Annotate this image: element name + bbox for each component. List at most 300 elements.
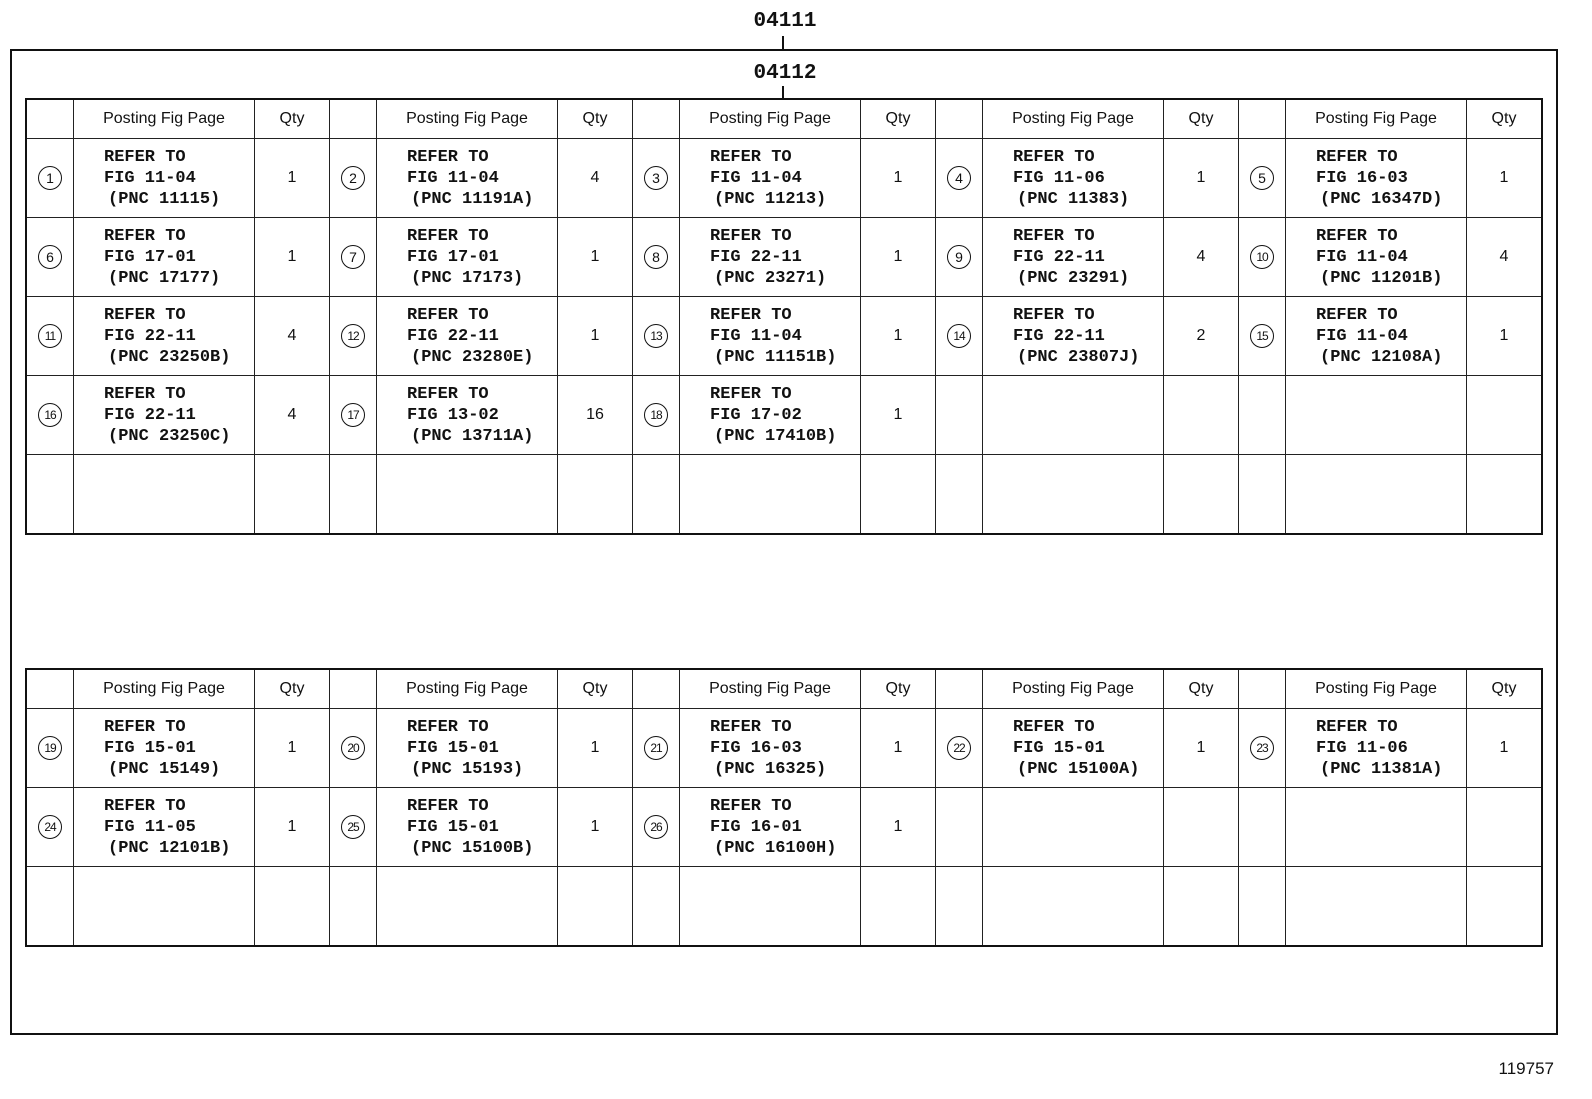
pnc-code: (PNC 23807J) (1017, 347, 1140, 367)
callout-number: 14 (947, 324, 971, 348)
qty-cell (1164, 867, 1239, 947)
reference-cell (1286, 455, 1467, 535)
refer-to-label: REFER TO (104, 384, 186, 404)
assembly-code-sub: 04112 (753, 62, 817, 85)
pnc-code: (PNC 16347D) (1320, 189, 1443, 209)
fig-page: FIG 11-06 (1316, 738, 1408, 758)
callout-number: 17 (341, 403, 365, 427)
callout-cell (1239, 376, 1286, 455)
reference-text (983, 226, 1163, 289)
reference-text (74, 384, 254, 447)
fig-page: FIG 11-05 (104, 817, 196, 837)
reference-text (983, 717, 1163, 780)
callout-cell (633, 139, 680, 218)
qty-value: 1 (893, 818, 903, 835)
qty-value: 4 (590, 169, 600, 186)
callout-number: 16 (38, 403, 62, 427)
callout-number: 20 (341, 736, 365, 760)
qty-cell (1164, 376, 1239, 455)
qty-cell (255, 788, 330, 867)
qty-cell (1164, 139, 1239, 218)
table-row (26, 376, 1542, 455)
qty-value: 4 (287, 406, 297, 423)
callout-cell (1239, 709, 1286, 788)
table-row (26, 218, 1542, 297)
qty-value: 1 (590, 818, 600, 835)
fig-page: FIG 22-11 (1013, 247, 1105, 267)
header-num-cell (330, 669, 377, 709)
qty-value: 1 (590, 327, 600, 344)
reference-cell (1286, 376, 1467, 455)
callout-cell (1239, 139, 1286, 218)
fig-page: FIG 16-01 (710, 817, 802, 837)
qty-value: 1 (590, 739, 600, 756)
header-num-cell (936, 669, 983, 709)
qty-cell (1467, 139, 1543, 218)
header-num-cell (1239, 99, 1286, 139)
header-qty-cell: Qty (1467, 669, 1543, 709)
reference-cell (377, 709, 558, 788)
refer-to-label: REFER TO (1013, 226, 1095, 246)
fig-page: FIG 15-01 (1013, 738, 1105, 758)
refer-to-label: REFER TO (1013, 147, 1095, 167)
callout-cell (1239, 867, 1286, 947)
callout-cell (633, 867, 680, 947)
header-num-cell (633, 669, 680, 709)
callout-number: 5 (1250, 166, 1274, 190)
callout-number: 19 (38, 736, 62, 760)
reference-cell (983, 218, 1164, 297)
qty-value: 1 (590, 248, 600, 265)
callout-cell (330, 376, 377, 455)
refer-to-label: REFER TO (1316, 305, 1398, 325)
refer-to-label: REFER TO (1316, 717, 1398, 737)
fig-page: FIG 17-01 (407, 247, 499, 267)
callout-number: 13 (644, 324, 668, 348)
fig-page: FIG 22-11 (104, 326, 196, 346)
qty-cell (861, 788, 936, 867)
header-ref-cell: Posting Fig Page (680, 669, 861, 709)
fig-page: FIG 16-03 (710, 738, 802, 758)
qty-value: 1 (893, 739, 903, 756)
reference-text (680, 226, 860, 289)
reference-text (983, 147, 1163, 210)
reference-text (1286, 147, 1466, 210)
reference-text (377, 305, 557, 368)
pnc-code: (PNC 17410B) (714, 426, 837, 446)
qty-cell (1467, 376, 1543, 455)
qty-cell (255, 218, 330, 297)
table-row (26, 297, 1542, 376)
refer-to-label: REFER TO (104, 305, 186, 325)
reference-cell (983, 867, 1164, 947)
qty-cell (255, 867, 330, 947)
callout-cell (633, 297, 680, 376)
pnc-code: (PNC 15100A) (1017, 759, 1140, 779)
callout-cell (26, 788, 74, 867)
callout-number: 6 (38, 245, 62, 269)
callout-cell (1239, 297, 1286, 376)
reference-text (74, 796, 254, 859)
callout-cell (633, 455, 680, 535)
pnc-code: (PNC 11151B) (714, 347, 837, 367)
header-qty-cell: Qty (255, 669, 330, 709)
reference-text (680, 147, 860, 210)
callout-cell (26, 139, 74, 218)
callout-number: 7 (341, 245, 365, 269)
fig-page: FIG 11-04 (1316, 247, 1408, 267)
header-qty-cell: Qty (558, 669, 633, 709)
reference-text (377, 796, 557, 859)
table-row (26, 455, 1542, 535)
callout-cell (936, 139, 983, 218)
reference-cell (377, 218, 558, 297)
table-row (26, 709, 1542, 788)
reference-text (680, 384, 860, 447)
qty-cell (1164, 297, 1239, 376)
qty-value: 1 (1499, 739, 1509, 756)
qty-value: 1 (287, 169, 297, 186)
reference-text (1286, 226, 1466, 289)
qty-cell (861, 139, 936, 218)
reference-cell (74, 455, 255, 535)
qty-cell (255, 297, 330, 376)
header-num-cell (936, 99, 983, 139)
refer-to-label: REFER TO (710, 717, 792, 737)
pnc-code: (PNC 13711A) (411, 426, 534, 446)
qty-value: 1 (1499, 169, 1509, 186)
header-qty-cell: Qty (558, 99, 633, 139)
refer-to-label: REFER TO (710, 384, 792, 404)
leader-line-top (782, 36, 784, 50)
reference-cell (1286, 867, 1467, 947)
reference-text (1286, 305, 1466, 368)
refer-to-label: REFER TO (710, 796, 792, 816)
qty-cell (861, 455, 936, 535)
fig-page: FIG 22-11 (407, 326, 499, 346)
header-num-cell (26, 669, 74, 709)
reference-cell (377, 455, 558, 535)
refer-to-label: REFER TO (710, 226, 792, 246)
callout-cell (330, 867, 377, 947)
callout-number: 4 (947, 166, 971, 190)
pnc-code: (PNC 12101B) (108, 838, 231, 858)
callout-cell (26, 376, 74, 455)
callout-number: 25 (341, 815, 365, 839)
table-header-row (26, 99, 1542, 139)
fig-page: FIG 15-01 (104, 738, 196, 758)
qty-cell (558, 709, 633, 788)
refer-to-label: REFER TO (407, 226, 489, 246)
refer-to-label: REFER TO (104, 717, 186, 737)
reference-text (74, 147, 254, 210)
callout-cell (330, 788, 377, 867)
callout-cell (330, 709, 377, 788)
refer-to-label: REFER TO (1316, 147, 1398, 167)
reference-cell (377, 788, 558, 867)
header-qty-cell: Qty (1164, 669, 1239, 709)
reference-cell (983, 139, 1164, 218)
reference-cell (74, 139, 255, 218)
qty-cell (558, 376, 633, 455)
reference-cell (74, 709, 255, 788)
table-row (26, 788, 1542, 867)
fig-page: FIG 11-04 (710, 168, 802, 188)
qty-cell (1467, 218, 1543, 297)
reference-cell (680, 376, 861, 455)
pnc-code: (PNC 16325) (714, 759, 827, 779)
qty-value: 1 (893, 406, 903, 423)
header-qty-cell: Qty (1467, 99, 1543, 139)
pnc-code: (PNC 23271) (714, 268, 827, 288)
callout-number: 23 (1250, 736, 1274, 760)
reference-cell (74, 788, 255, 867)
callout-cell (330, 455, 377, 535)
callout-cell (1239, 788, 1286, 867)
reference-text (377, 226, 557, 289)
callout-cell (936, 867, 983, 947)
reference-text (983, 305, 1163, 368)
reference-cell (1286, 709, 1467, 788)
reference-cell (983, 376, 1164, 455)
header-ref-cell: Posting Fig Page (377, 99, 558, 139)
pnc-code: (PNC 11201B) (1320, 268, 1443, 288)
reference-cell (377, 139, 558, 218)
header-num-cell (633, 99, 680, 139)
reference-cell (1286, 297, 1467, 376)
qty-cell (255, 376, 330, 455)
qty-value: 2 (1196, 327, 1206, 344)
fig-page: FIG 11-04 (1316, 326, 1408, 346)
table-row (26, 867, 1542, 947)
pnc-code: (PNC 15100B) (411, 838, 534, 858)
qty-cell (1164, 788, 1239, 867)
header-qty-cell: Qty (861, 99, 936, 139)
header-qty-cell: Qty (1164, 99, 1239, 139)
qty-cell (1467, 455, 1543, 535)
pnc-code: (PNC 23291) (1017, 268, 1130, 288)
reference-cell (74, 867, 255, 947)
reference-text (377, 384, 557, 447)
diagram-id: 119757 (1498, 1059, 1554, 1078)
reference-cell (983, 297, 1164, 376)
reference-text (1286, 717, 1466, 780)
qty-value: 1 (893, 248, 903, 265)
table-row (26, 139, 1542, 218)
pnc-code: (PNC 16100H) (714, 838, 837, 858)
qty-cell (861, 218, 936, 297)
callout-cell (633, 376, 680, 455)
callout-cell (330, 139, 377, 218)
reference-cell (680, 297, 861, 376)
callout-cell (330, 218, 377, 297)
qty-value: 4 (287, 327, 297, 344)
header-ref-cell: Posting Fig Page (1286, 99, 1467, 139)
qty-cell (861, 709, 936, 788)
header-ref-cell: Posting Fig Page (1286, 669, 1467, 709)
callout-number: 22 (947, 736, 971, 760)
callout-number: 1 (38, 166, 62, 190)
reference-cell (377, 297, 558, 376)
reference-cell (983, 788, 1164, 867)
reference-text (74, 305, 254, 368)
callout-cell (936, 788, 983, 867)
reference-text (74, 226, 254, 289)
reference-text (680, 717, 860, 780)
header-ref-cell: Posting Fig Page (983, 669, 1164, 709)
reference-cell (680, 709, 861, 788)
qty-value: 4 (1196, 248, 1206, 265)
callout-number: 8 (644, 245, 668, 269)
pnc-code: (PNC 17177) (108, 268, 221, 288)
fig-page: FIG 11-04 (710, 326, 802, 346)
reference-cell (983, 455, 1164, 535)
pnc-code: (PNC 15149) (108, 759, 221, 779)
pnc-code: (PNC 12108A) (1320, 347, 1443, 367)
qty-cell (558, 139, 633, 218)
callout-cell (936, 709, 983, 788)
qty-value: 1 (1499, 327, 1509, 344)
table-header-row (26, 669, 1542, 709)
qty-cell (1467, 788, 1543, 867)
refer-to-label: REFER TO (104, 796, 186, 816)
refer-to-label: REFER TO (407, 796, 489, 816)
qty-cell (1467, 867, 1543, 947)
callout-number: 15 (1250, 324, 1274, 348)
pnc-code: (PNC 11383) (1017, 189, 1130, 209)
qty-value: 1 (287, 818, 297, 835)
fig-page: FIG 15-01 (407, 738, 499, 758)
refer-to-label: REFER TO (407, 147, 489, 167)
refer-to-label: REFER TO (1316, 226, 1398, 246)
fig-page: FIG 11-04 (407, 168, 499, 188)
qty-cell (1164, 709, 1239, 788)
parts-table-upper (25, 98, 1543, 535)
callout-cell (1239, 455, 1286, 535)
reference-cell (680, 218, 861, 297)
callout-cell (633, 709, 680, 788)
refer-to-label: REFER TO (710, 147, 792, 167)
fig-page: FIG 11-06 (1013, 168, 1105, 188)
reference-cell (680, 139, 861, 218)
reference-cell (680, 788, 861, 867)
reference-text (680, 305, 860, 368)
header-num-cell (26, 99, 74, 139)
callout-cell (26, 297, 74, 376)
callout-cell (936, 297, 983, 376)
callout-cell (330, 297, 377, 376)
fig-page: FIG 22-11 (1013, 326, 1105, 346)
reference-cell (74, 376, 255, 455)
qty-cell (558, 867, 633, 947)
refer-to-label: REFER TO (1013, 305, 1095, 325)
qty-cell (1164, 455, 1239, 535)
reference-cell (1286, 139, 1467, 218)
reference-cell (377, 867, 558, 947)
reference-cell (680, 867, 861, 947)
qty-cell (1467, 297, 1543, 376)
refer-to-label: REFER TO (1013, 717, 1095, 737)
refer-to-label: REFER TO (407, 305, 489, 325)
header-ref-cell: Posting Fig Page (74, 99, 255, 139)
qty-value: 1 (893, 327, 903, 344)
callout-cell (26, 709, 74, 788)
qty-cell (255, 455, 330, 535)
header-ref-cell: Posting Fig Page (74, 669, 255, 709)
refer-to-label: REFER TO (407, 717, 489, 737)
header-qty-cell: Qty (255, 99, 330, 139)
header-ref-cell: Posting Fig Page (983, 99, 1164, 139)
refer-to-label: REFER TO (104, 226, 186, 246)
qty-value: 1 (287, 248, 297, 265)
callout-number: 24 (38, 815, 62, 839)
header-num-cell (1239, 669, 1286, 709)
pnc-code: (PNC 15193) (411, 759, 524, 779)
qty-cell (861, 376, 936, 455)
callout-cell (1239, 218, 1286, 297)
qty-cell (861, 297, 936, 376)
reference-text (377, 717, 557, 780)
callout-cell (633, 788, 680, 867)
fig-page: FIG 22-11 (104, 405, 196, 425)
refer-to-label: REFER TO (710, 305, 792, 325)
callout-cell (26, 867, 74, 947)
refer-to-label: REFER TO (104, 147, 186, 167)
reference-cell (983, 709, 1164, 788)
qty-cell (255, 139, 330, 218)
callout-number: 3 (644, 166, 668, 190)
fig-page: FIG 22-11 (710, 247, 802, 267)
qty-cell (255, 709, 330, 788)
assembly-code-top: 04111 (753, 10, 817, 33)
qty-value: 1 (893, 169, 903, 186)
qty-value: 1 (1196, 169, 1206, 186)
qty-cell (1164, 218, 1239, 297)
qty-cell (1467, 709, 1543, 788)
fig-page: FIG 17-02 (710, 405, 802, 425)
qty-cell (558, 788, 633, 867)
reference-cell (1286, 788, 1467, 867)
fig-page: FIG 13-02 (407, 405, 499, 425)
qty-cell (558, 218, 633, 297)
callout-number: 18 (644, 403, 668, 427)
pnc-code: (PNC 23250C) (108, 426, 231, 446)
fig-page: FIG 16-03 (1316, 168, 1408, 188)
callout-cell (633, 218, 680, 297)
header-qty-cell: Qty (861, 669, 936, 709)
callout-number: 9 (947, 245, 971, 269)
pnc-code: (PNC 23280E) (411, 347, 534, 367)
header-ref-cell: Posting Fig Page (680, 99, 861, 139)
callout-number: 12 (341, 324, 365, 348)
reference-cell (377, 376, 558, 455)
header-num-cell (330, 99, 377, 139)
pnc-code: (PNC 11381A) (1320, 759, 1443, 779)
callout-cell (936, 218, 983, 297)
fig-page: FIG 11-04 (104, 168, 196, 188)
parts-table-lower (25, 668, 1543, 947)
callout-cell (936, 376, 983, 455)
qty-value: 1 (287, 739, 297, 756)
header-ref-cell: Posting Fig Page (377, 669, 558, 709)
qty-cell (558, 455, 633, 535)
fig-page: FIG 17-01 (104, 247, 196, 267)
reference-text (74, 717, 254, 780)
pnc-code: (PNC 11213) (714, 189, 827, 209)
reference-cell (74, 218, 255, 297)
callout-number: 2 (341, 166, 365, 190)
qty-value: 16 (586, 406, 604, 423)
